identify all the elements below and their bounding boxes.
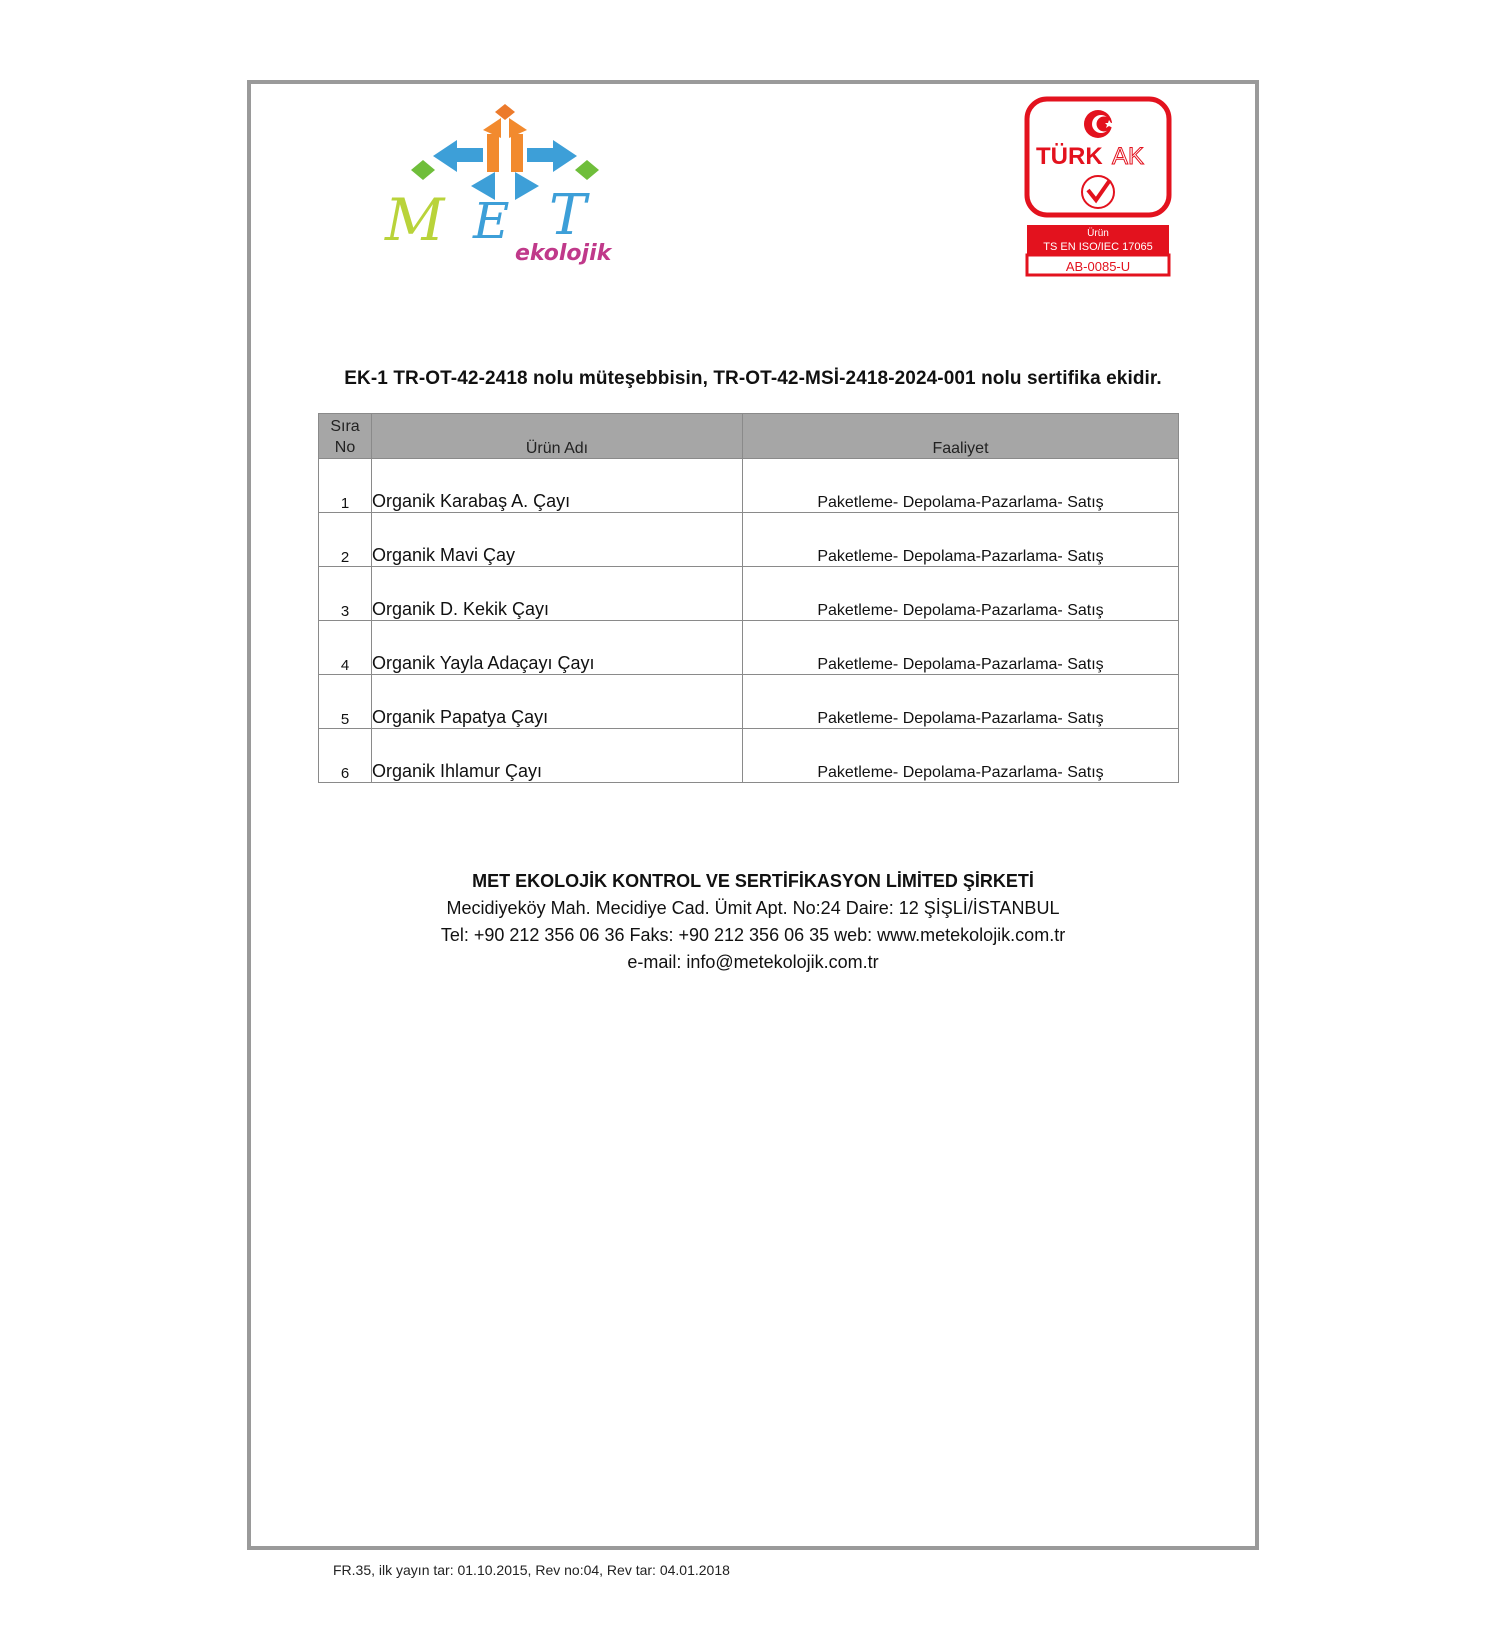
met-letter-e: E [473,192,510,250]
certificate-annex-title: EK-1 TR-OT-42-2418 nolu müteşebbisin, TR-OT-42-MSİ-2418-2024-001 nolu sertifika ekidir. [344,368,1162,389]
company-info [247,868,1259,976]
row-product-name: Organik Papatya Çayı [372,675,743,729]
table-row [319,513,1179,567]
row-no: 1 [319,459,372,513]
row-activity: Paketleme- Depolama-Pazarlama- Satış [743,675,1179,729]
header-sira: Sıra [330,418,360,435]
met-ekolojik-logo [375,100,635,275]
met-subtitle: ekolojik [515,241,612,266]
turkak-line1: Ürün [1087,228,1109,239]
row-no: 6 [319,729,372,783]
row-no: 2 [319,513,372,567]
header-faaliyet: Faaliyet [743,414,1179,459]
row-activity: Paketleme- Depolama-Pazarlama- Satış [743,513,1179,567]
row-product-name: Organik Mavi Çay [372,513,743,567]
product-table [318,413,1179,783]
turkak-line2: TS EN ISO/IEC 17065 [1043,241,1153,253]
header-no: No [334,439,356,456]
row-no: 5 [319,675,372,729]
row-activity: Paketleme- Depolama-Pazarlama- Satış [743,621,1179,675]
row-no: 4 [319,621,372,675]
header-sira-no [319,414,372,459]
row-activity: Paketleme- Depolama-Pazarlama- Satış [743,567,1179,621]
row-activity: Paketleme- Depolama-Pazarlama- Satış [743,459,1179,513]
turkak-name-outline: AK [1112,143,1145,170]
met-letter-m: M [385,186,445,254]
row-no: 3 [319,567,372,621]
row-product-name: Organik Karabaş A. Çayı [372,459,743,513]
row-product-name: Organik Yayla Adaçayı Çayı [372,621,743,675]
header-urun-adi: Ürün Adı [372,414,743,459]
table-header-row [319,414,1179,459]
turkak-name-red: TÜRK [1036,143,1103,170]
table-row [319,675,1179,729]
company-address: Mecidiyeköy Mah. Mecidiye Cad. Ümit Apt. No:24 Daire: 12 ŞİŞLİ/İSTANBUL [446,898,1060,918]
document-page [247,80,1259,1550]
company-name: MET EKOLOJİK KONTROL VE SERTİFİKASYON LİMİTED ŞİRKETİ [472,871,1034,891]
met-letter-t: T [549,183,587,248]
table-row [319,459,1179,513]
turkak-accreditation-logo [1024,96,1172,278]
company-contact: Tel: +90 212 356 06 36 Faks: +90 212 356 06 35 web: www.metekolojik.com.tr [440,925,1066,945]
company-email: e-mail: info@metekolojik.com.tr [627,952,879,972]
form-reference: FR.35, ilk yayın tar: 01.10.2015, Rev no:04, Rev tar: 04.01.2018 [333,1562,730,1578]
table-row [319,567,1179,621]
table-row [319,729,1179,783]
turkak-code: AB-0085-U [1065,259,1131,274]
table-row [319,621,1179,675]
row-product-name: Organik Ihlamur Çayı [372,729,743,783]
row-product-name: Organik D. Kekik Çayı [372,567,743,621]
row-activity: Paketleme- Depolama-Pazarlama- Satış [743,729,1179,783]
